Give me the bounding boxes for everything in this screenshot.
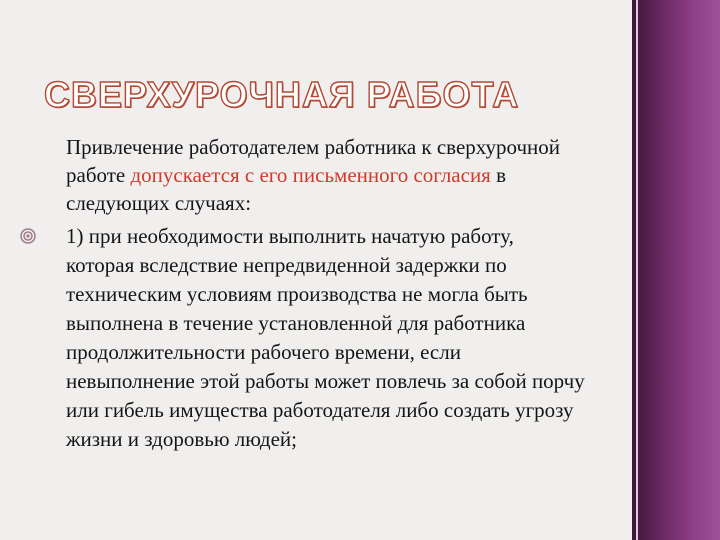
decorative-side-line bbox=[636, 0, 638, 540]
decorative-side-strip bbox=[632, 0, 720, 540]
target-bullet-icon bbox=[20, 228, 36, 244]
intro-text-start: Привлечение работодателем работника к сверхурочной работе bbox=[66, 135, 560, 187]
bullet-text: 1) при необходимости выполнить начатую работу, которая вследствие непредвиденной задержки по техническим условиям производства не могла быть выполнена в течение установленной для работника продолжительности рабочего времени, если невыполнение этой работы может повлечь за собой порчу или гибель имущества работодателя либо создать угрозу жизни и здоровью людей; bbox=[66, 224, 585, 451]
intro-paragraph bbox=[66, 133, 586, 217]
slide-title: СВЕРХУРОЧНАЯ РАБОТА bbox=[44, 74, 520, 115]
intro-text-end: в следующих случаях: bbox=[66, 163, 507, 215]
intro-highlight: допускается с его письменного согласия bbox=[130, 163, 491, 187]
